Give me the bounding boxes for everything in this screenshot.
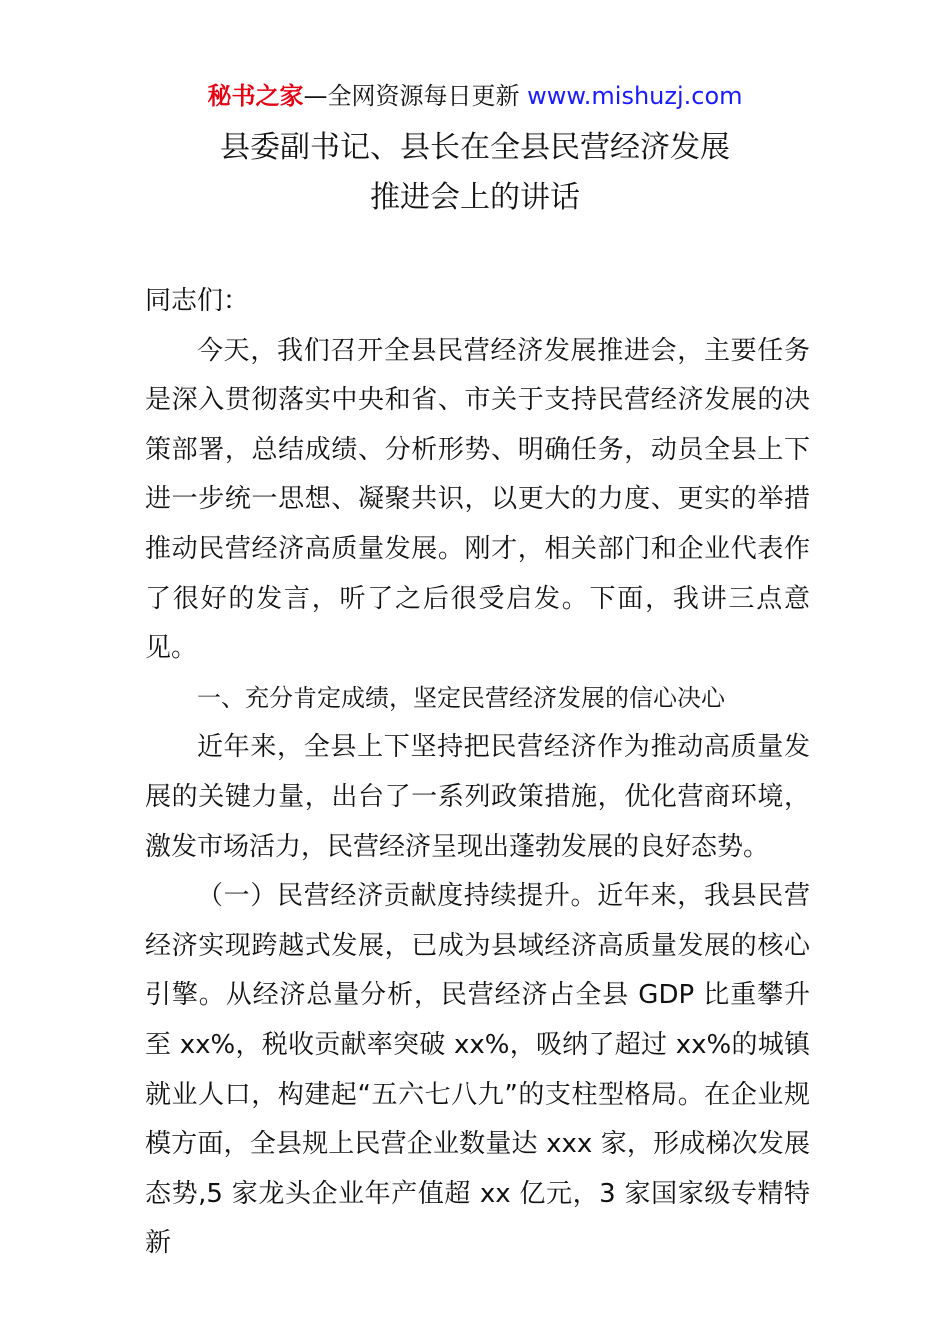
site-header: [0, 80, 950, 112]
site-tagline: —全网资源每日更新: [303, 82, 520, 110]
document-title-line-2: 推进会上的讲话: [370, 180, 580, 215]
paragraph-contribution: （一）民营经济贡献度持续提升。近年来，我县民营经济实现跨越式发展，已成为县域经济高质量发展的核心引擎。从经济总量分析，民营经济占全县 GDP 比重攀升至 xx%，税收贡献率突破 xx%，吸纳了超过 xx%的城镇就业人口，构建起“五六七八九”的支柱型格局。在企业规模方面，全县规上民营企业数量达 xxx 家，形成梯次发展态势,5 家龙头企业年产值超 xx 亿元，3 家国家级专精特新: [145, 881, 810, 1259]
document-title-line-1: 县委副书记、县长在全县民营经济发展: [220, 130, 730, 165]
section-heading-1: 一、充分肯定成绩，坚定民营经济发展的信心决心: [197, 683, 725, 712]
document-body: [145, 277, 810, 1269]
site-brand: 秘书之家: [207, 82, 304, 110]
paragraph-overview: 近年来，全县上下坚持把民营经济作为推动高质量发展的关键力量，出台了一系列政策措施，优化营商环境，激发市场活力，民营经济呈现出蓬勃发展的良好态势。: [145, 732, 810, 862]
paragraph-intro: 今天，我们召开全县民营经济发展推进会，主要任务是深入贯彻落实中央和省、市关于支持民营经济发展的决策部署，总结成绩、分析形势、明确任务，动员全县上下进一步统一思想、凝聚共识，以更大的力度、更实的举措推动民营经济高质量发展。刚才，相关部门和企业代表作了很好的发言，听了之后很受启发。下面，我讲三点意见。: [145, 335, 810, 664]
site-url-link[interactable]: www.mishuzj.com: [527, 82, 743, 110]
salutation: 同志们：: [145, 286, 250, 316]
